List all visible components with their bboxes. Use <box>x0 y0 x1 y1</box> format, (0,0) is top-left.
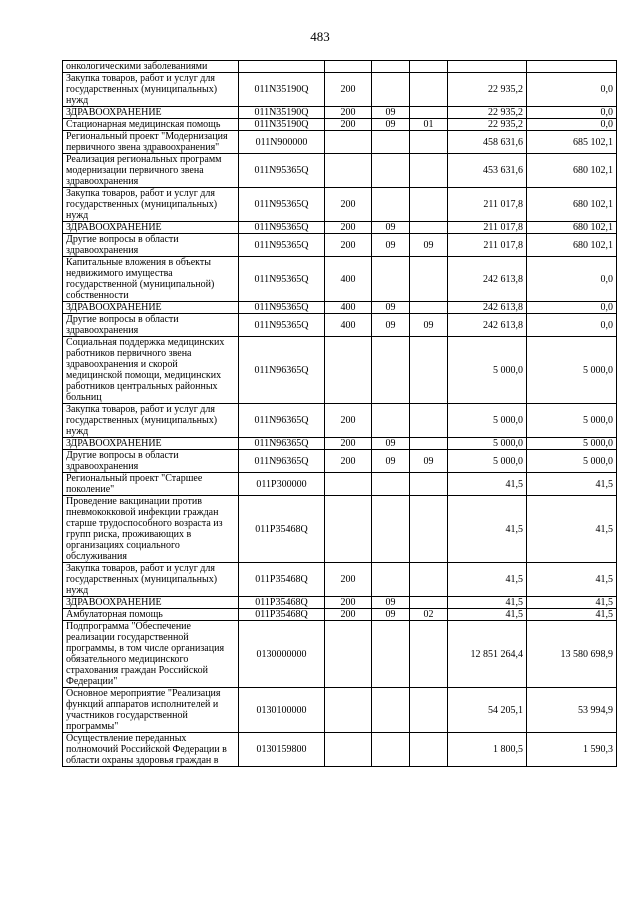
expense-type <box>325 337 372 404</box>
target-code: 011N96365Q <box>239 450 325 473</box>
subsection <box>410 188 448 222</box>
section <box>372 563 410 597</box>
section <box>372 473 410 496</box>
target-code: 011N95365Q <box>239 234 325 257</box>
target-code: 011P300000 <box>239 473 325 496</box>
amount-year-1: 5 000,0 <box>448 450 527 473</box>
table-row <box>63 257 617 302</box>
row-name: Амбулаторная помощь <box>63 609 239 621</box>
row-name: Другие вопросы в области здравоохранения <box>63 314 239 337</box>
row-name: Закупка товаров, работ и услуг для государственных (муниципальных) нужд <box>63 563 239 597</box>
subsection: 02 <box>410 609 448 621</box>
subsection <box>410 131 448 154</box>
table-row <box>63 597 617 609</box>
row-name: Закупка товаров, работ и услуг для государственных (муниципальных) нужд <box>63 404 239 438</box>
section: 09 <box>372 597 410 609</box>
target-code: 011N95365Q <box>239 154 325 188</box>
amount-year-1: 211 017,8 <box>448 222 527 234</box>
target-code: 011N900000 <box>239 131 325 154</box>
section: 09 <box>372 302 410 314</box>
table-row <box>63 107 617 119</box>
table-row <box>63 131 617 154</box>
expense-type <box>325 473 372 496</box>
row-name: Региональный проект "Модернизация первичного звена здравоохранения" <box>63 131 239 154</box>
amount-year-1: 41,5 <box>448 597 527 609</box>
subsection <box>410 154 448 188</box>
expense-type: 200 <box>325 609 372 621</box>
subsection <box>410 257 448 302</box>
expense-type: 200 <box>325 450 372 473</box>
table-row <box>63 73 617 107</box>
subsection <box>410 688 448 733</box>
amount-year-1: 5 000,0 <box>448 438 527 450</box>
row-name: Стационарная медицинская помощь <box>63 119 239 131</box>
expense-type <box>325 496 372 563</box>
amount-year-2: 680 102,1 <box>527 222 617 234</box>
amount-year-2: 5 000,0 <box>527 450 617 473</box>
amount-year-2: 0,0 <box>527 257 617 302</box>
section <box>372 337 410 404</box>
table-row <box>63 404 617 438</box>
row-name: Основное мероприятие "Реализация функций аппаратов исполнителей и участников государственной программы" <box>63 688 239 733</box>
section: 09 <box>372 119 410 131</box>
target-code: 011N35190Q <box>239 119 325 131</box>
section <box>372 733 410 767</box>
subsection <box>410 621 448 688</box>
amount-year-1: 242 613,8 <box>448 257 527 302</box>
section: 09 <box>372 107 410 119</box>
subsection <box>410 597 448 609</box>
table-row <box>63 119 617 131</box>
row-name: Реализация региональных программ модернизации первичного звена здравоохранения <box>63 154 239 188</box>
table-row <box>63 621 617 688</box>
subsection <box>410 337 448 404</box>
amount-year-1: 41,5 <box>448 563 527 597</box>
table-row <box>63 473 617 496</box>
amount-year-2: 685 102,1 <box>527 131 617 154</box>
target-code: 011P35468Q <box>239 597 325 609</box>
subsection: 09 <box>410 314 448 337</box>
expense-type: 200 <box>325 107 372 119</box>
section <box>372 61 410 73</box>
section: 09 <box>372 314 410 337</box>
amount-year-2: 0,0 <box>527 314 617 337</box>
target-code: 0130100000 <box>239 688 325 733</box>
amount-year-1: 22 935,2 <box>448 119 527 131</box>
expense-type <box>325 61 372 73</box>
target-code: 011N35190Q <box>239 73 325 107</box>
amount-year-1: 211 017,8 <box>448 234 527 257</box>
subsection <box>410 473 448 496</box>
row-name: Другие вопросы в области здравоохранения <box>63 450 239 473</box>
table-row <box>63 154 617 188</box>
subsection: 09 <box>410 234 448 257</box>
target-code: 011N96365Q <box>239 438 325 450</box>
table-row <box>63 337 617 404</box>
amount-year-1: 1 800,5 <box>448 733 527 767</box>
expense-type <box>325 621 372 688</box>
expense-type <box>325 733 372 767</box>
table-row <box>63 222 617 234</box>
target-code: 011P35468Q <box>239 496 325 563</box>
target-code: 0130159800 <box>239 733 325 767</box>
table-row <box>63 234 617 257</box>
section <box>372 496 410 563</box>
subsection: 01 <box>410 119 448 131</box>
expense-type: 400 <box>325 302 372 314</box>
table-row <box>63 688 617 733</box>
amount-year-2: 53 994,9 <box>527 688 617 733</box>
expense-type: 200 <box>325 438 372 450</box>
amount-year-1: 242 613,8 <box>448 314 527 337</box>
subsection <box>410 563 448 597</box>
table-row <box>63 438 617 450</box>
expense-type <box>325 688 372 733</box>
subsection <box>410 73 448 107</box>
amount-year-1: 211 017,8 <box>448 188 527 222</box>
row-name: Закупка товаров, работ и услуг для государственных (муниципальных) нужд <box>63 188 239 222</box>
target-code: 011N95365Q <box>239 188 325 222</box>
amount-year-1: 458 631,6 <box>448 131 527 154</box>
amount-year-2: 41,5 <box>527 563 617 597</box>
budget-table <box>62 60 617 767</box>
amount-year-2: 41,5 <box>527 597 617 609</box>
expense-type <box>325 154 372 188</box>
target-code: 011N95365Q <box>239 257 325 302</box>
amount-year-1: 54 205,1 <box>448 688 527 733</box>
expense-type: 200 <box>325 597 372 609</box>
expense-type: 400 <box>325 257 372 302</box>
subsection <box>410 404 448 438</box>
target-code <box>239 61 325 73</box>
amount-year-2: 0,0 <box>527 302 617 314</box>
row-name: Проведение вакцинации против пневмококковой инфекции граждан старше трудоспособного возраста из групп риска, проживающих в организациях социального обслуживания <box>63 496 239 563</box>
expense-type: 200 <box>325 234 372 257</box>
row-name: ЗДРАВООХРАНЕНИЕ <box>63 438 239 450</box>
subsection <box>410 222 448 234</box>
subsection <box>410 107 448 119</box>
section <box>372 154 410 188</box>
amount-year-2: 680 102,1 <box>527 154 617 188</box>
amount-year-1: 5 000,0 <box>448 337 527 404</box>
target-code: 0130000000 <box>239 621 325 688</box>
amount-year-1: 5 000,0 <box>448 404 527 438</box>
section: 09 <box>372 438 410 450</box>
expense-type: 200 <box>325 188 372 222</box>
expense-type <box>325 131 372 154</box>
section <box>372 688 410 733</box>
amount-year-1: 41,5 <box>448 473 527 496</box>
table-row <box>63 563 617 597</box>
section <box>372 73 410 107</box>
amount-year-2: 5 000,0 <box>527 438 617 450</box>
amount-year-2: 41,5 <box>527 473 617 496</box>
section <box>372 257 410 302</box>
row-name: Закупка товаров, работ и услуг для государственных (муниципальных) нужд <box>63 73 239 107</box>
row-name: онкологическими заболеваниями <box>63 61 239 73</box>
subsection <box>410 496 448 563</box>
table-row <box>63 496 617 563</box>
amount-year-1: 453 631,6 <box>448 154 527 188</box>
row-name: Капитальные вложения в объекты недвижимого имущества государственной (муниципальной) собственности <box>63 257 239 302</box>
row-name: Региональный проект "Старшее поколение" <box>63 473 239 496</box>
amount-year-2: 5 000,0 <box>527 337 617 404</box>
amount-year-2: 680 102,1 <box>527 188 617 222</box>
section <box>372 131 410 154</box>
amount-year-1 <box>448 61 527 73</box>
subsection <box>410 733 448 767</box>
amount-year-2: 680 102,1 <box>527 234 617 257</box>
section <box>372 188 410 222</box>
row-name: ЗДРАВООХРАНЕНИЕ <box>63 107 239 119</box>
expense-type: 200 <box>325 73 372 107</box>
row-name: ЗДРАВООХРАНЕНИЕ <box>63 597 239 609</box>
amount-year-1: 22 935,2 <box>448 73 527 107</box>
row-name: ЗДРАВООХРАНЕНИЕ <box>63 302 239 314</box>
amount-year-2: 5 000,0 <box>527 404 617 438</box>
section: 09 <box>372 450 410 473</box>
target-code: 011P35468Q <box>239 609 325 621</box>
amount-year-1: 22 935,2 <box>448 107 527 119</box>
amount-year-2: 0,0 <box>527 119 617 131</box>
target-code: 011N96365Q <box>239 337 325 404</box>
row-name: Социальная поддержка медицинских работников первичного звена здравоохранения и скорой медицинской помощи, медицинских работников центральных районных больниц <box>63 337 239 404</box>
amount-year-1: 41,5 <box>448 609 527 621</box>
amount-year-2: 1 590,3 <box>527 733 617 767</box>
amount-year-2: 41,5 <box>527 496 617 563</box>
row-name: Другие вопросы в области здравоохранения <box>63 234 239 257</box>
section: 09 <box>372 234 410 257</box>
target-code: 011P35468Q <box>239 563 325 597</box>
table-row <box>63 302 617 314</box>
table-row <box>63 609 617 621</box>
amount-year-1: 12 851 264,4 <box>448 621 527 688</box>
amount-year-2: 13 580 698,9 <box>527 621 617 688</box>
table-row <box>63 733 617 767</box>
subsection <box>410 438 448 450</box>
subsection <box>410 61 448 73</box>
table-row <box>63 450 617 473</box>
expense-type: 200 <box>325 222 372 234</box>
row-name: ЗДРАВООХРАНЕНИЕ <box>63 222 239 234</box>
section <box>372 621 410 688</box>
section: 09 <box>372 609 410 621</box>
target-code: 011N35190Q <box>239 107 325 119</box>
target-code: 011N96365Q <box>239 404 325 438</box>
amount-year-1: 242 613,8 <box>448 302 527 314</box>
table-row <box>63 314 617 337</box>
expense-type: 200 <box>325 404 372 438</box>
subsection: 09 <box>410 450 448 473</box>
section <box>372 404 410 438</box>
table-row <box>63 61 617 73</box>
subsection <box>410 302 448 314</box>
expense-type: 200 <box>325 119 372 131</box>
row-name: Подпрограмма "Обеспечение реализации государственной программы, в том числе организация обязательного медицинского страхования граждан Российской Федерации" <box>63 621 239 688</box>
target-code: 011N95365Q <box>239 314 325 337</box>
amount-year-2: 0,0 <box>527 107 617 119</box>
expense-type: 400 <box>325 314 372 337</box>
target-code: 011N95365Q <box>239 302 325 314</box>
page-number: 483 <box>310 29 330 44</box>
section: 09 <box>372 222 410 234</box>
table-row <box>63 188 617 222</box>
amount-year-1: 41,5 <box>448 496 527 563</box>
expense-type: 200 <box>325 563 372 597</box>
target-code: 011N95365Q <box>239 222 325 234</box>
amount-year-2: 0,0 <box>527 73 617 107</box>
amount-year-2: 41,5 <box>527 609 617 621</box>
amount-year-2 <box>527 61 617 73</box>
row-name: Осуществление переданных полномочий Российской Федерации в области охраны здоровья граждан в <box>63 733 239 767</box>
